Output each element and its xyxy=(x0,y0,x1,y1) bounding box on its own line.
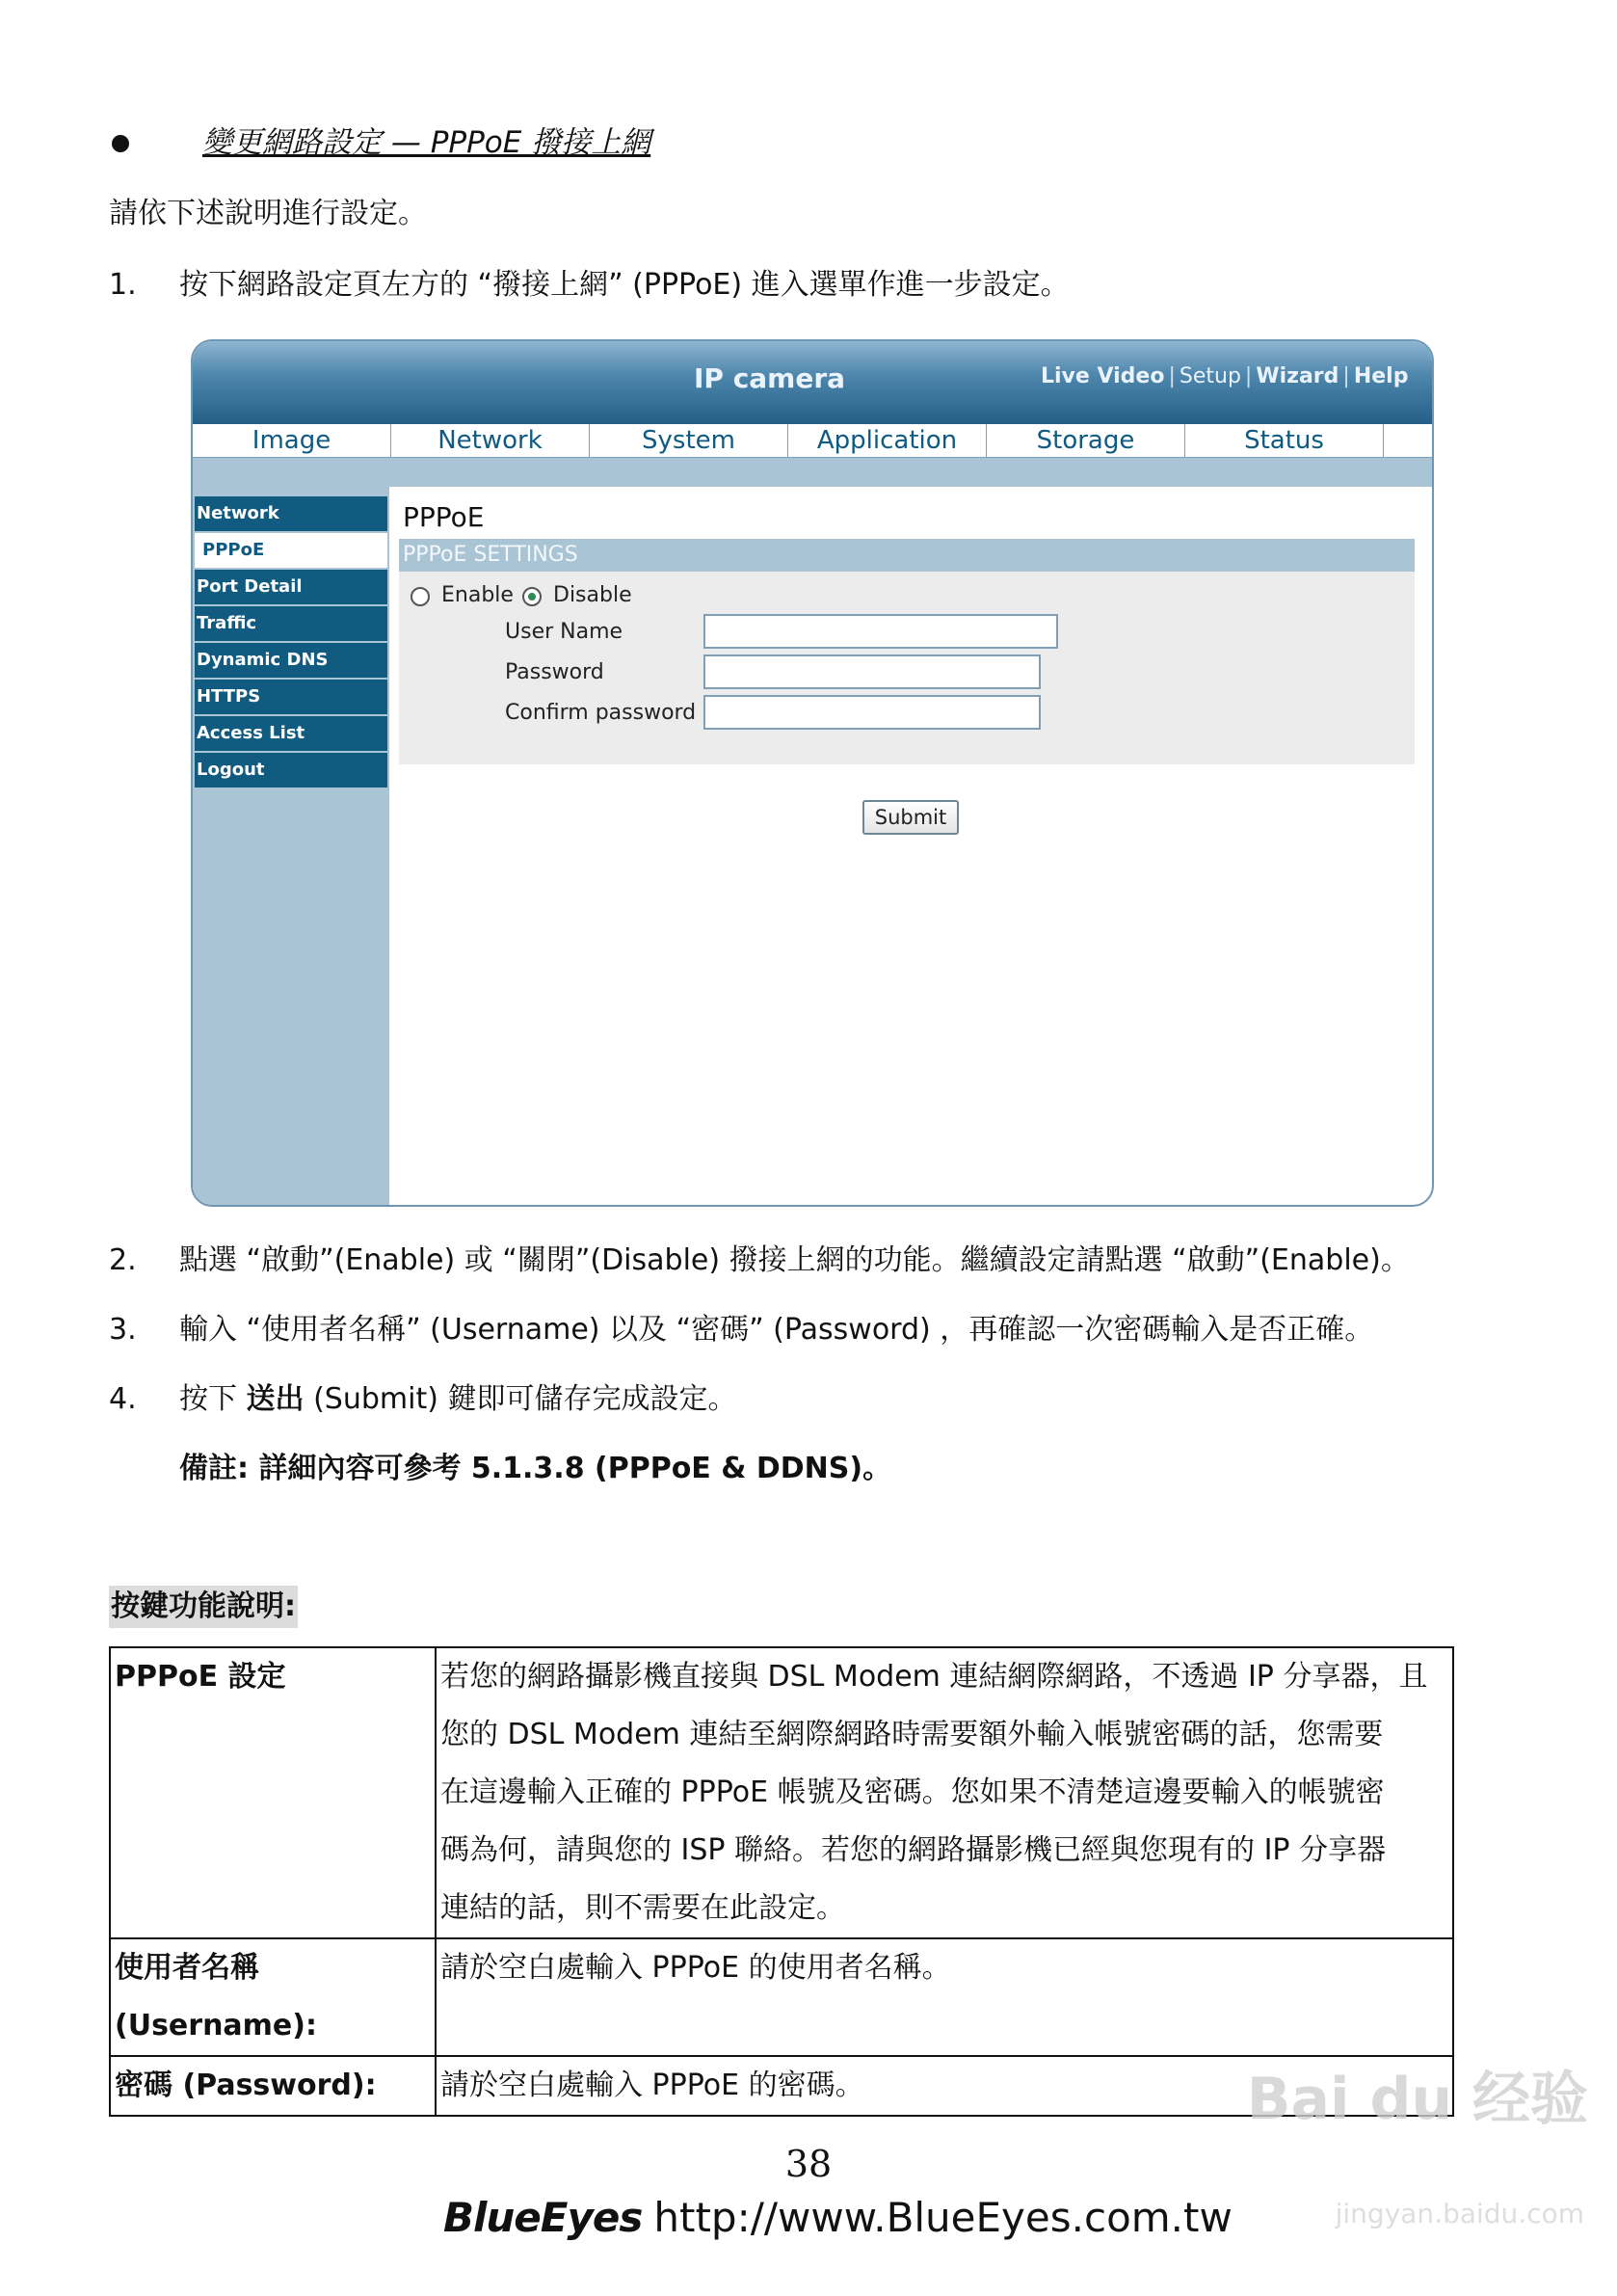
ip-camera-screenshot xyxy=(191,339,1434,1207)
key-function-heading: 按鍵功能說明: xyxy=(109,1586,298,1628)
settings-section-bar: PPPoE SETTINGS xyxy=(399,539,1415,572)
sidebar-item-traffic[interactable]: Traffic xyxy=(195,606,387,641)
sidebar-item-port-detail[interactable]: Port Detail xyxy=(195,570,387,604)
tab-system[interactable]: System xyxy=(590,424,788,457)
tab-underbar xyxy=(193,458,1432,487)
baidu-watermark-url: jingyan.baidu.com xyxy=(1335,2198,1584,2229)
bullet-icon xyxy=(112,135,129,152)
section-heading: 變更網路設定 — PPPoE 撥接上網 xyxy=(202,125,651,160)
disable-radio[interactable] xyxy=(522,587,542,606)
footer xyxy=(443,2194,1233,2241)
key-function-table xyxy=(109,1646,1454,2117)
footer-url: http://www.BlueEyes.com.tw xyxy=(653,2194,1233,2241)
intro-text: 請依下述說明進行設定。 xyxy=(109,197,427,230)
sidebar-item-network[interactable]: Network xyxy=(195,496,387,531)
page-number: 38 xyxy=(784,2143,833,2185)
sidebar xyxy=(193,487,389,1205)
sidebar-item-dynamic-dns[interactable]: Dynamic DNS xyxy=(195,643,387,678)
confirm-password-input[interactable] xyxy=(703,695,1041,730)
step-text: 點選 “啟動”(Enable) 或 “關閉”(Disable) 撥接上網的功能。繼續設定請點選 “啟動”(Enable)。 xyxy=(179,1243,1410,1277)
step-text: 按下網路設定頁左方的 “撥接上網” (PPPoE) 進入選單作進一步設定。 xyxy=(179,268,1070,302)
table-value-cell: 請於空白處輸入 PPPoE 的使用者名稱。 xyxy=(436,1938,1453,2056)
sidebar-item-access-list[interactable]: Access List xyxy=(195,716,387,751)
table-value-cell: 若您的網路攝影機直接與 DSL Modem 連結網際網路，不透過 IP 分享器，且 您的 DSL Modem 連結至網際網路時需要額外輸入帳號密碼的話，您需要 在這邊輸入正確的 PPPoE 帳號及密碼。您如果不清楚這邊要輸入的帳號密 碼為何，請與您的 ISP 聯絡。若您的網路攝影機已經與您現有的 IP 分享器 連結的話，則不需要在此設定。 xyxy=(436,1647,1453,1938)
username-label: User Name xyxy=(505,620,623,644)
tab-network[interactable]: Network xyxy=(391,424,590,457)
tab-application[interactable]: Application xyxy=(788,424,987,457)
submit-button[interactable]: Submit xyxy=(862,800,959,835)
table-value-cell: 請於空白處輸入 PPPoE 的密碼。 xyxy=(436,2056,1453,2116)
tab-image[interactable]: Image xyxy=(193,424,391,457)
step-text: 輸入 “使用者名稱” (Username) 以及 “密碼” (Password) ，再確認一次密碼輸入是否正確。 xyxy=(179,1313,1374,1347)
step-text: 按下 送出 (Submit) 鍵即可儲存完成設定。 xyxy=(179,1382,737,1416)
sidebar-item-pppoe[interactable]: PPPoE xyxy=(195,533,387,568)
step-number: 3. xyxy=(109,1313,137,1347)
step-number: 4. xyxy=(109,1382,137,1416)
settings-panel xyxy=(399,572,1415,764)
sidebar-item-logout[interactable]: Logout xyxy=(195,753,387,788)
setup-link[interactable]: Setup xyxy=(1179,364,1241,388)
wizard-link[interactable]: Wizard xyxy=(1256,364,1339,388)
top-links: Live Video | Setup | Wizard | Help xyxy=(1041,364,1409,388)
sidebar-item-https[interactable]: HTTPS xyxy=(195,680,387,714)
username-input[interactable] xyxy=(703,614,1058,649)
table-key-cell: 使用者名稱 (Username): xyxy=(110,1938,436,2056)
screenshot-title: IP camera xyxy=(694,362,846,394)
submit-term: 送出 xyxy=(246,1382,305,1416)
live-video-link[interactable]: Live Video xyxy=(1041,364,1165,388)
table-row xyxy=(110,1647,1453,1938)
step-number: 1. xyxy=(109,268,137,302)
brand-logo: BlueEyes xyxy=(443,2194,643,2241)
main-tabs xyxy=(193,424,1432,458)
help-link[interactable]: Help xyxy=(1353,364,1409,388)
disable-label: Disable xyxy=(553,583,632,607)
content-title: PPPoE xyxy=(403,501,485,533)
enable-radio[interactable] xyxy=(411,587,430,606)
enable-label: Enable xyxy=(441,583,514,607)
note-text: 備註: 詳細內容可參考 5.1.3.8 (PPPoE & DDNS)。 xyxy=(179,1452,892,1485)
tab-status[interactable]: Status xyxy=(1185,424,1384,457)
table-key-cell: 密碼 (Password): xyxy=(110,2056,436,2116)
baidu-watermark: Bai du 经验 xyxy=(1246,2066,1588,2133)
confirm-password-label: Confirm password xyxy=(505,701,697,725)
table-row xyxy=(110,1938,1453,2056)
table-key-cell: PPPoE 設定 xyxy=(110,1647,436,1938)
tab-storage[interactable]: Storage xyxy=(987,424,1185,457)
password-label: Password xyxy=(505,660,604,684)
step-number: 2. xyxy=(109,1243,137,1277)
password-input[interactable] xyxy=(703,654,1041,689)
